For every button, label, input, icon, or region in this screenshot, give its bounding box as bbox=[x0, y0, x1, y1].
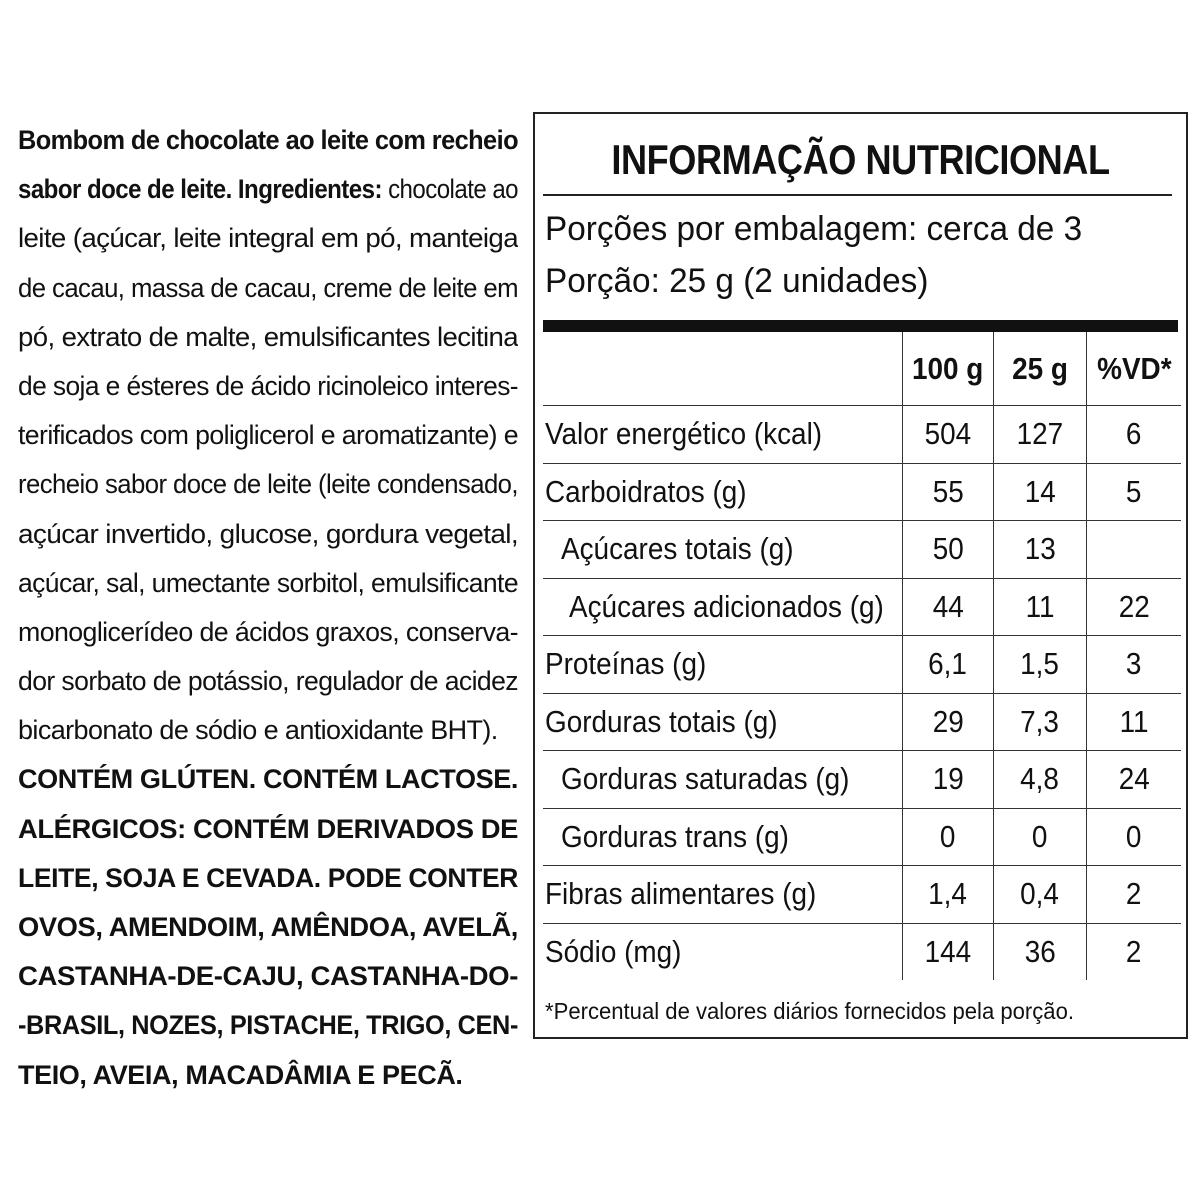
header-per-25g: 25 g bbox=[994, 332, 1087, 406]
ingredients-line bbox=[18, 657, 518, 706]
value-per-100g: 55 bbox=[903, 463, 994, 521]
ingredients-text-segment: pó, extrato de malte, emulsificantes lecitina bbox=[18, 321, 518, 352]
ingredients-text-segment: -BRASIL, NOZES, PISTACHE, TRIGO, CEN- bbox=[18, 1010, 518, 1041]
ingredients-line bbox=[18, 1001, 518, 1050]
servings-per-package: Porções por embalagem: cerca de 3 bbox=[545, 210, 1083, 248]
ingredients-line bbox=[18, 1051, 518, 1100]
table-row bbox=[543, 636, 1181, 694]
ingredients-line bbox=[18, 460, 518, 509]
ingredients-line bbox=[18, 165, 518, 214]
ingredients-text-segment: monoglicerídeo de ácidos graxos, conserva- bbox=[18, 616, 518, 647]
value-per-25g: 0 bbox=[994, 808, 1087, 866]
value-per-100g: 50 bbox=[903, 521, 994, 579]
value-per-25g: 0,4 bbox=[994, 866, 1087, 924]
ingredients-text-segment: recheio sabor doce de leite (leite condensado, bbox=[18, 469, 518, 500]
nutrition-facts-panel bbox=[533, 112, 1188, 1039]
value-per-25g: 127 bbox=[994, 406, 1087, 464]
nutrient-name: Gorduras totais (g) bbox=[543, 693, 903, 751]
nutrient-name: Açúcares adicionados (g) bbox=[543, 578, 903, 636]
table-header-row bbox=[543, 332, 1181, 406]
ingredients-line bbox=[18, 805, 518, 854]
ingredients-text-segment: ALÉRGICOS: CONTÉM DERIVADOS DE bbox=[18, 813, 518, 844]
ingredients-text-segment: LEITE, SOJA E CEVADA. PODE CONTER bbox=[18, 862, 518, 893]
ingredients-text-segment: leite (açúcar, leite integral em pó, manteiga bbox=[18, 223, 518, 254]
nutrient-name: Carboidratos (g) bbox=[543, 463, 903, 521]
ingredients-text-segment: terificados com poliglicerol e aromatizante) e bbox=[18, 420, 518, 451]
value-daily-percent: 5 bbox=[1087, 463, 1182, 521]
ingredients-line bbox=[18, 411, 518, 460]
ingredients-line bbox=[18, 214, 518, 263]
ingredients-text-segment: açúcar, sal, umectante sorbitol, emulsificante bbox=[18, 567, 518, 598]
value-per-100g: 6,1 bbox=[903, 636, 994, 694]
ingredients-line bbox=[18, 952, 518, 1001]
table-row bbox=[543, 866, 1181, 924]
value-daily-percent: 3 bbox=[1087, 636, 1182, 694]
table-row bbox=[543, 808, 1181, 866]
ingredients-text-segment: dor sorbato de potássio, regulador de acidez bbox=[18, 666, 518, 697]
ingredients-text-segment: açúcar invertido, glucose, gordura vegetal, bbox=[18, 518, 518, 549]
value-daily-percent bbox=[1087, 521, 1182, 579]
value-per-100g: 44 bbox=[903, 578, 994, 636]
value-daily-percent: 24 bbox=[1087, 751, 1182, 809]
ingredients-line bbox=[18, 510, 518, 559]
nutrient-name: Fibras alimentares (g) bbox=[543, 866, 903, 924]
ingredients-text-segment: bicarbonato de sódio e antioxidante BHT). bbox=[18, 715, 498, 746]
nutrient-name: Proteínas (g) bbox=[543, 636, 903, 694]
nutrient-name: Açúcares totais (g) bbox=[543, 521, 903, 579]
ingredients-line bbox=[18, 706, 518, 755]
ingredients-text-segment: CONTÉM GLÚTEN. CONTÉM LACTOSE. bbox=[18, 764, 518, 795]
value-per-100g: 1,4 bbox=[903, 866, 994, 924]
ingredients-text-segment: OVOS, AMENDOIM, AMÊNDOA, AVELÃ, bbox=[18, 912, 518, 942]
ingredients-text-segment: chocolate ao bbox=[381, 174, 518, 205]
ingredients-line bbox=[18, 313, 518, 362]
ingredients-line bbox=[18, 362, 518, 411]
ingredients-text-segment: Bombom de chocolate ao leite com recheio bbox=[18, 125, 518, 155]
table-row bbox=[543, 693, 1181, 751]
table-row bbox=[543, 406, 1181, 464]
value-per-100g: 19 bbox=[903, 751, 994, 809]
ingredients-line bbox=[18, 755, 518, 804]
ingredients-line bbox=[18, 608, 518, 657]
table-row bbox=[543, 578, 1181, 636]
value-per-100g: 29 bbox=[903, 693, 994, 751]
value-per-25g: 4,8 bbox=[994, 751, 1087, 809]
value-daily-percent: 2 bbox=[1126, 933, 1142, 969]
value-per-100g: 0 bbox=[903, 808, 994, 866]
ingredients-line bbox=[18, 264, 518, 313]
value-daily-percent: 2 bbox=[1087, 866, 1182, 924]
value-per-25g: 11 bbox=[994, 578, 1087, 636]
value-daily-percent: 22 bbox=[1087, 578, 1182, 636]
nutrient-name: Sódio (mg) bbox=[543, 923, 903, 980]
thick-divider bbox=[543, 320, 1178, 332]
header-nutrient bbox=[543, 332, 903, 406]
ingredients-text-segment: de cacau, massa de cacau, creme de leite em bbox=[18, 272, 518, 303]
serving-size: Porção: 25 g (2 unidades) bbox=[545, 262, 929, 300]
value-per-100g: 144 bbox=[903, 923, 994, 980]
nutrient-name: Gorduras saturadas (g) bbox=[543, 751, 903, 809]
nutrient-name: Gorduras trans (g) bbox=[543, 808, 903, 866]
header-per-100g: 100 g bbox=[903, 332, 994, 406]
header-daily-value: %VD* bbox=[1087, 332, 1182, 406]
value-per-25g: 14 bbox=[994, 463, 1087, 521]
title-divider bbox=[543, 194, 1172, 196]
ingredients-text-segment: sabor doce de leite. Ingredientes: bbox=[18, 174, 382, 205]
table-row bbox=[543, 751, 1181, 809]
table-row bbox=[543, 923, 1181, 980]
nutrition-table bbox=[543, 332, 1181, 980]
ingredients-line bbox=[18, 116, 518, 165]
ingredients-text bbox=[18, 116, 518, 1100]
footnote: *Percentual de valores diários fornecidos pela porção. bbox=[545, 998, 1075, 1024]
ingredients-line bbox=[18, 903, 518, 952]
value-per-25g: 13 bbox=[994, 521, 1087, 579]
table-row bbox=[543, 463, 1181, 521]
value-per-25g: 36 bbox=[994, 923, 1087, 980]
value-daily-percent: 0 bbox=[1087, 808, 1182, 866]
value-per-25g: 1,5 bbox=[994, 636, 1087, 694]
ingredients-line bbox=[18, 559, 518, 608]
table-row bbox=[543, 521, 1181, 579]
value-daily-percent: 6 bbox=[1087, 406, 1182, 464]
nutrient-name: Valor energético (kcal) bbox=[543, 406, 903, 464]
ingredients-text-segment: de soja e ésteres de ácido ricinoleico interes- bbox=[18, 370, 518, 401]
value-daily-percent: 11 bbox=[1087, 693, 1182, 751]
value-per-25g: 7,3 bbox=[994, 693, 1087, 751]
ingredients-text-segment: TEIO, AVEIA, MACADÂMIA E PECÃ. bbox=[18, 1059, 463, 1090]
ingredients-text-segment: CASTANHA-DE-CAJU, CASTANHA-DO- bbox=[18, 961, 518, 992]
ingredients-line bbox=[18, 854, 518, 903]
value-per-100g: 504 bbox=[903, 406, 994, 464]
nutrition-title: INFORMAÇÃO NUTRICIONAL bbox=[611, 136, 1110, 183]
